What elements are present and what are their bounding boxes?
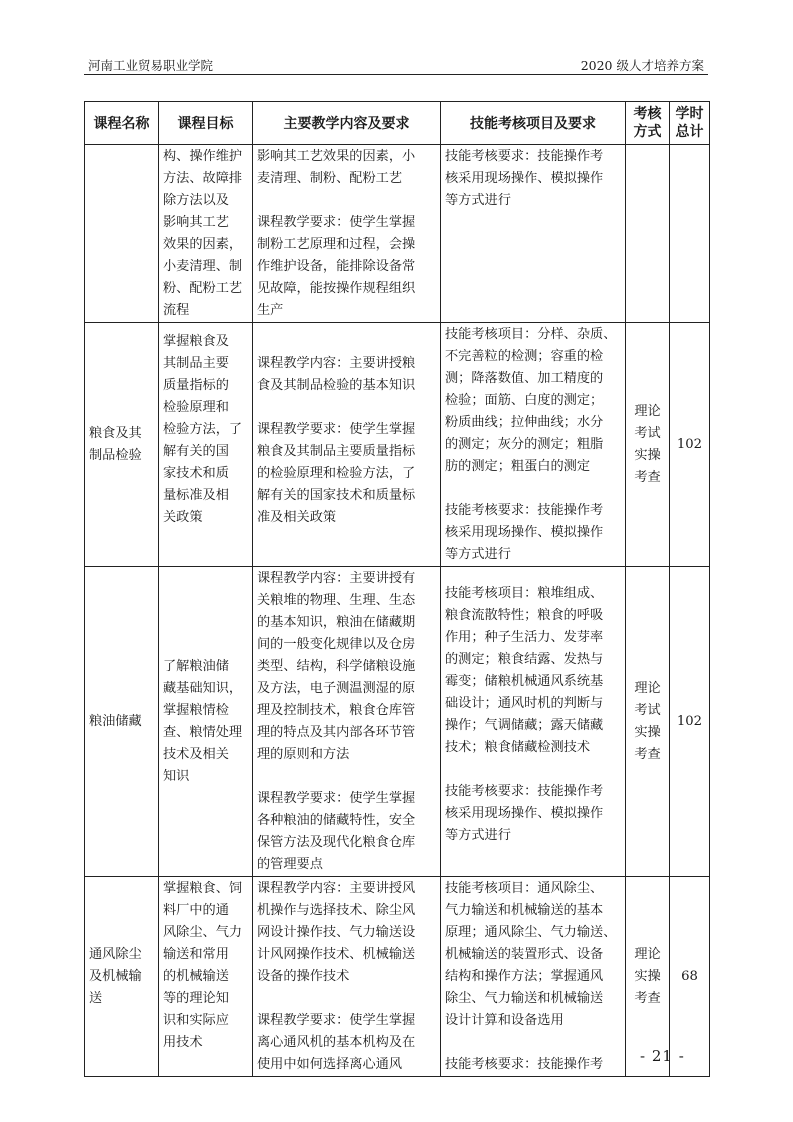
table-header-row (85, 102, 710, 145)
course-hours: 102 (676, 714, 703, 729)
course-skills: 技能考核项目：粮堆组成、 粮食流散特性；粮食的呼吸 作用；种子生活力、发芽率 的测定；粮食结露、发热与 霉变；储粮机械通风系统基 础设计；通风时机的判断与 操作；气调储藏；露天储藏 技术；粮食储藏检测技术 技能考核要求：技能操作考 核采用现场操作、模拟操作 等方式进行 (445, 586, 604, 843)
course-name: 粮食及其 制品检验 (89, 426, 142, 463)
col-course-goal: 课程目标 (159, 102, 253, 145)
course-hours (670, 233, 709, 234)
course-goal: 构、操作维护 方法、故障排 除方法以及 影响其工艺 效果的因素， 小麦清理、制 粉、配粉工艺 流程 (163, 149, 243, 318)
course-name: 粮油储藏 (89, 714, 142, 729)
course-content: 课程教学内容：主要讲授有 关粮堆的物理、生理、生态 的基本知识，粮油在储藏期 间的一般变化规律以及仓房 类型、结构，科学储粮设施 及方法，电子测温测湿的原 理及控制技术，粮食仓库管 理的特点及其内部各环节管 理的原则和方法 课程教学要求：使学生掌握 各种粮油的储藏特性，安全 保管方法及现代化粮食仓库 的管理要点 (257, 571, 416, 872)
course-goal: 掌握粮食及 其制品主要 质量指标的 检验原理和 检验方法，了 解有关的国 家技术和质 量标准及相 关政策 (163, 334, 243, 525)
course-assessment: 理论 考试 实操 考查 (634, 404, 661, 485)
course-content: 课程教学内容：主要讲授风 机操作与选择技术、除尘风 网设计操作技、气力输送设 计风网操作技术、机械输送 设备的操作技术 课程教学要求：使学生掌握 离心通风机的基本机构及在 使用中如何选择离心通风 (257, 881, 416, 1072)
course-name: 通风除尘 及机械输 送 (89, 947, 142, 1006)
table-row (85, 323, 710, 567)
table-row (85, 145, 710, 323)
table-row (85, 567, 710, 877)
course-assessment: 理论 考试 实操 考查 (634, 681, 661, 762)
table-row (85, 877, 710, 1077)
header-plan-title: 2020 级人才培养方案 (580, 58, 704, 73)
col-hours: 学时总计 (670, 102, 710, 145)
course-assessment (626, 233, 669, 234)
course-assessment: 理论 实操 考查 (634, 947, 661, 1006)
course-content: 课程教学内容：主要讲授粮 食及其制品检验的基本知识 课程教学要求：使学生掌握 粮食及其制品主要质量指标 的检验原理和检验方法，了 解有关的国家技术和质量标 准及相关政策 (257, 356, 416, 525)
course-name (85, 233, 158, 234)
course-goal: 掌握粮食、饲 料厂中的通 风除尘、气力 输送和常用 的机械输送 等的理论知 识和实际应 用技术 (163, 881, 243, 1050)
page-number: - 21 - (640, 1047, 685, 1065)
course-hours: 102 (676, 437, 703, 452)
col-skills: 技能考核项目及要求 (441, 102, 626, 145)
course-content: 影响其工艺效果的因素，小 麦清理、制粉、配粉工艺 课程教学要求：使学生掌握 制粉工艺原理和过程，会操 作维护设备，能排除设备常 见故障，能按操作规程组织 生产 (257, 149, 416, 318)
course-table (84, 101, 710, 1077)
col-assessment: 考核方式 (626, 102, 670, 145)
course-skills: 技能考核项目：分样、杂质、 不完善粒的检测；容重的检 测；降落数值、加工精度的 检验；面筋、白度的测定； 粉质曲线；拉伸曲线；水分 的测定；灰分的测定；粗脂 肪的测定；粗蛋白的测定 技能考核要求：技能操作考 核采用现场操作、模拟操作 等方式进行 (445, 327, 617, 562)
course-goal: 了解粮油储 藏基础知识， 掌握粮情检 查、粮情处理 技术及相关 知识 (163, 659, 243, 784)
col-course-name: 课程名称 (85, 102, 159, 145)
course-skills: 技能考核要求：技能操作考 核采用现场操作、模拟操作 等方式进行 (445, 149, 604, 208)
course-skills: 技能考核项目：通风除尘、 气力输送和机械输送的基本 原理；通风除尘、气力输送、 机械输送的装置形式、设备 结构和操作方法；掌握通风 除尘、气力输送和机械输送 设计计算和设备选用 技能考核要求：技能操作考 (445, 881, 617, 1072)
course-hours: 68 (681, 969, 698, 984)
header-school: 河南工业贸易职业学院 (88, 58, 214, 73)
col-content: 主要教学内容及要求 (253, 102, 441, 145)
page-header (84, 56, 708, 75)
